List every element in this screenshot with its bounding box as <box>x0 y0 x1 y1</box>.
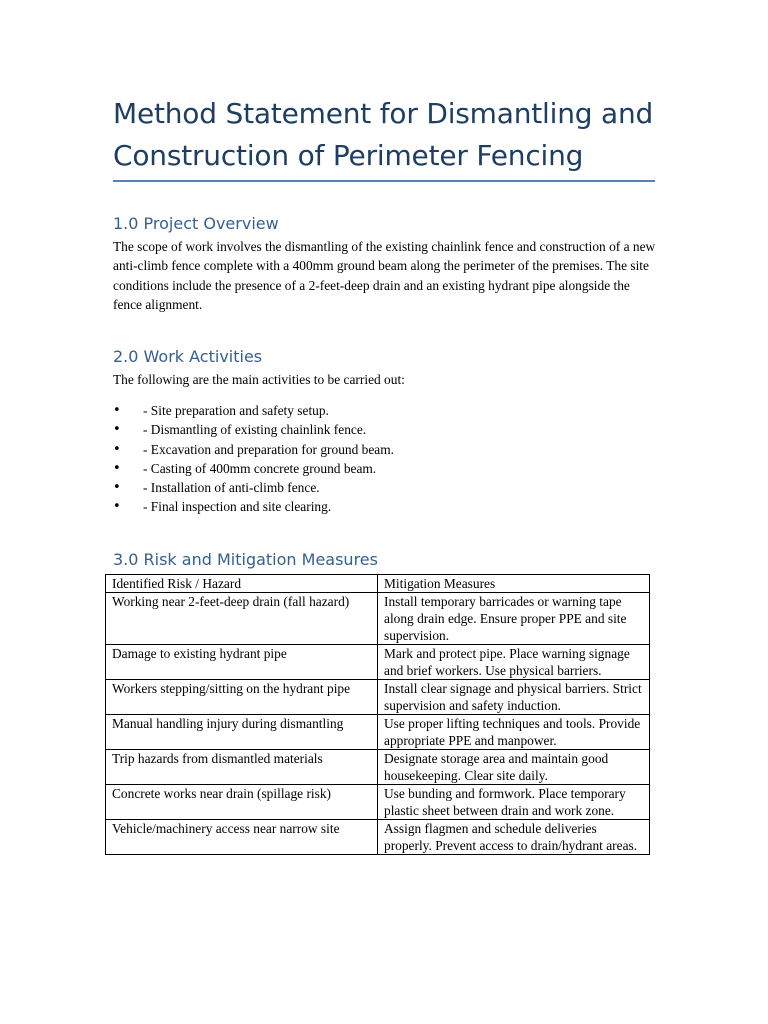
bullet-icon: • <box>113 403 121 418</box>
section-heading-work-activities: 2.0 Work Activities <box>113 347 263 366</box>
column-header-mitigation: Mitigation Measures <box>378 575 650 593</box>
bullet-icon: • <box>113 480 121 496</box>
table-row <box>106 593 650 645</box>
work-activities-list <box>113 401 394 517</box>
list-item <box>113 478 394 497</box>
table-row <box>106 820 650 855</box>
mitigation-cell: Use bunding and formwork. Place temporary plastic sheet between drain and work zone. <box>378 785 650 820</box>
list-item-text: - Final inspection and site clearing. <box>143 499 332 515</box>
bullet-icon: • <box>113 422 121 438</box>
section-heading-project-overview: 1.0 Project Overview <box>113 214 279 233</box>
risk-cell: Manual handling injury during dismantling <box>106 715 378 750</box>
title-underline <box>113 180 655 182</box>
mitigation-cell: Assign flagmen and schedule deliveries properly. Prevent access to drain/hydrant areas. <box>378 820 650 855</box>
table-row <box>106 715 650 750</box>
table-row <box>106 645 650 680</box>
mitigation-cell: Install clear signage and physical barriers. Strict supervision and safety induction. <box>378 680 650 715</box>
mitigation-cell: Use proper lifting techniques and tools. Provide appropriate PPE and manpower. <box>378 715 650 750</box>
table-row <box>106 785 650 820</box>
list-item <box>113 420 394 439</box>
bullet-icon: • <box>113 499 121 515</box>
list-item <box>113 459 394 478</box>
list-item <box>113 401 394 420</box>
column-header-risk: Identified Risk / Hazard <box>106 575 378 593</box>
list-item <box>113 440 394 459</box>
document-title: Method Statement for Dismantling and Construction of Perimeter Fencing <box>113 97 654 172</box>
table-row <box>106 680 650 715</box>
risk-cell: Trip hazards from dismantled materials <box>106 750 378 785</box>
list-item-text: - Excavation and preparation for ground beam. <box>143 441 394 457</box>
risk-cell: Damage to existing hydrant pipe <box>106 645 378 680</box>
list-item-text: - Installation of anti-climb fence. <box>143 480 320 496</box>
work-activities-intro: The following are the main activities to be carried out: <box>113 372 405 387</box>
list-item <box>113 497 394 516</box>
mitigation-cell: Designate storage area and maintain good housekeeping. Clear site daily. <box>378 750 650 785</box>
project-overview-paragraph: The scope of work involves the dismantling of the existing chainlink fence and construction of a new anti-climb fence complete with a 400mm ground beam along the perimeter of the premises. The site conditions include the presence of a 2-feet-deep drain and an existing hydrant pipe alongside the fence alignment. <box>113 239 656 312</box>
bullet-icon: • <box>113 441 121 457</box>
list-item-text: - Casting of 400mm concrete ground beam. <box>143 460 377 476</box>
risk-cell: Vehicle/machinery access near narrow site <box>106 820 378 855</box>
section-heading-risk-mitigation: 3.0 Risk and Mitigation Measures <box>113 550 378 569</box>
risk-cell: Workers stepping/sitting on the hydrant pipe <box>106 680 378 715</box>
list-item-text: - Dismantling of existing chainlink fence. <box>143 422 367 438</box>
table-row <box>106 750 650 785</box>
mitigation-cell: Install temporary barricades or warning tape along drain edge. Ensure proper PPE and site supervision. <box>378 593 650 645</box>
risk-cell: Concrete works near drain (spillage risk) <box>106 785 378 820</box>
mitigation-cell: Mark and protect pipe. Place warning signage and brief workers. Use physical barriers. <box>378 645 650 680</box>
table-header-row <box>106 575 650 593</box>
risk-cell: Working near 2-feet-deep drain (fall hazard) <box>106 593 378 645</box>
risk-mitigation-table <box>105 574 650 855</box>
list-item-text: - Site preparation and safety setup. <box>143 403 329 418</box>
bullet-icon: • <box>113 460 121 476</box>
